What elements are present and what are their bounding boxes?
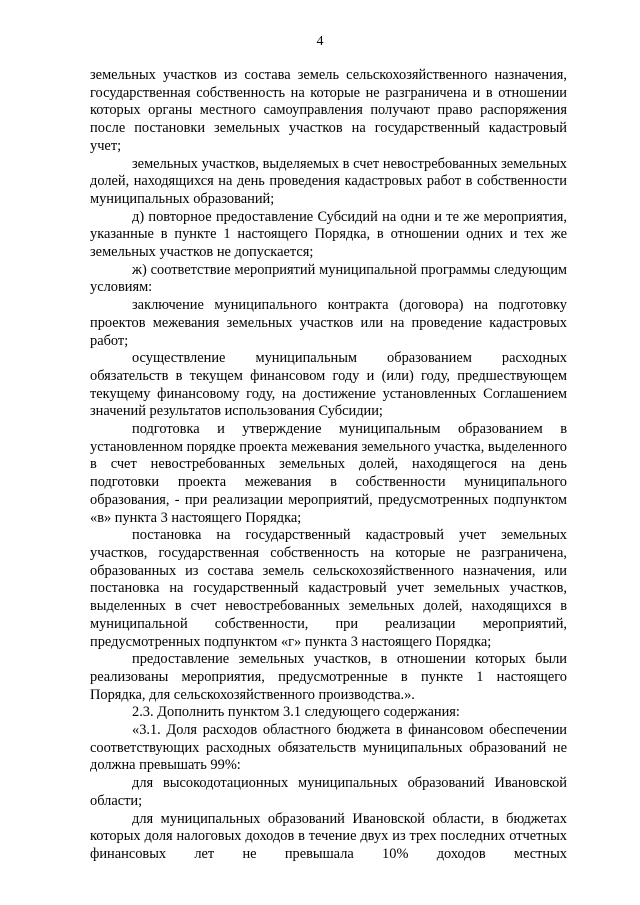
paragraph: ж) соответствие мероприятий муниципальной программы следующим условиям: — [90, 261, 567, 296]
document-body — [90, 67, 567, 864]
paragraph: постановка на государственный кадастровый учет земельных участков, государственная собственность на которые не разграничена, образованных из состава земель сельскохозяйственного назначения, или постановка на государственный кадастровый учет земельных участков, выделенных в счет невостребованных земельных долей, находящихся в муниципальной собственности, при реализации мероприятий, предусмотренных подпунктом «г» пункта 3 настоящего Порядка; — [90, 527, 567, 650]
paragraph: предоставление земельных участков, в отношении которых были реализованы мероприятия, предусмотренные в пункте 1 настоящего Порядка, для сельскохозяйственного производства.». — [90, 651, 567, 703]
paragraph: земельных участков, выделяемых в счет невостребованных земельных долей, находящихся на день проведения кадастровых работ в собственности муниципальных образований; — [90, 155, 567, 207]
page-number: 4 — [316, 34, 324, 49]
paragraph-continuation: земельных участков из состава земель сельскохозяйственного назначения, государственная собственность на которые не разграничена и в отношении которых органы местного самоуправления получают право распоряжения после постановки земельных участков на государственный кадастровый учет; — [90, 67, 567, 154]
paragraph: подготовка и утверждение муниципальным образованием в установленном порядке проекта межевания земельного участка, выделенного в счет невостребованных земельных долей, находящегося на день подготовки проекта межевания в собственности муниципального образования, - при реализации мероприятий, предусмотренных подпунктом «в» пункта 3 настоящего Порядка; — [90, 421, 567, 526]
paragraph: 2.3. Дополнить пунктом 3.1 следующего содержания: — [132, 704, 460, 721]
paragraph: для высокодотационных муниципальных образований Ивановской области; — [90, 775, 567, 809]
paragraph: «3.1. Доля расходов областного бюджета в финансовом обеспечении соответствующих расходных обязательств муниципальных образований не должна превышать 99%: — [90, 722, 567, 774]
paragraph: для муниципальных образований Ивановской области, в бюджетах которых доля налоговых доходов в течение двух из трех последних отчетных финансовых лет не превышала 10% доходов местных — [90, 810, 567, 862]
paragraph: заключение муниципального контракта (договора) на подготовку проектов межевания земельных участков или на проведение кадастровых работ; — [90, 297, 567, 349]
paragraph: осуществление муниципальным образованием расходных обязательств в текущем финансовом году и (или) году, предшествующем текущему финансовому году, на достижение установленных Соглашением значений результатов использования Субсидии; — [90, 350, 567, 420]
paragraph: д) повторное предоставление Субсидий на одни и те же мероприятия, указанные в пункте 1 настоящего Порядка, в отношении одних и тех же земельных участков не допускается; — [90, 208, 567, 261]
